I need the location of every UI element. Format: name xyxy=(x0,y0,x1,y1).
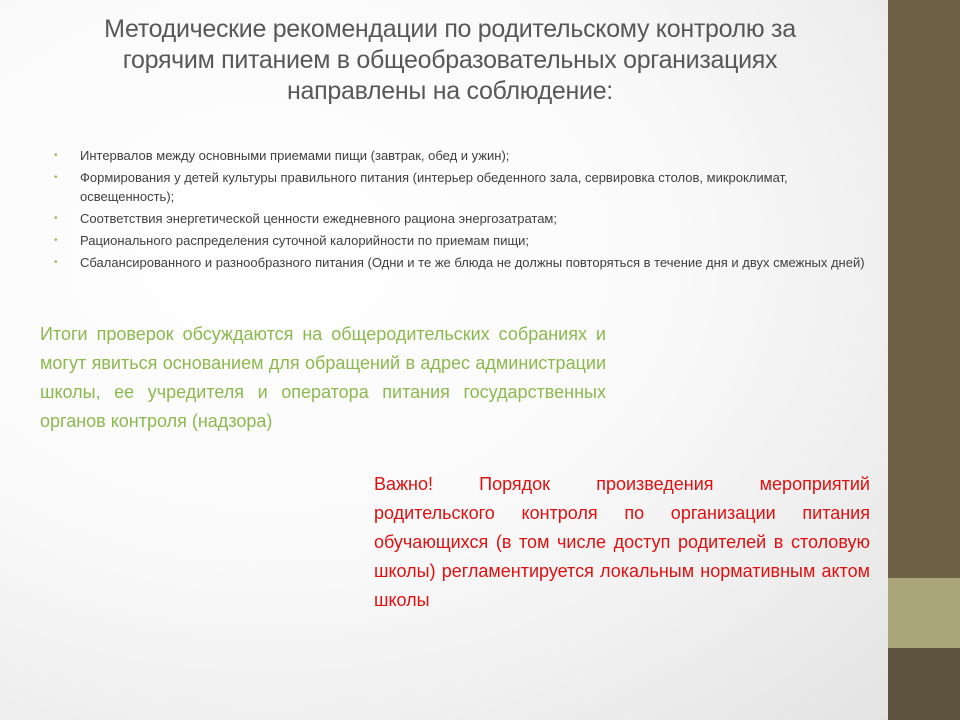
slide-title xyxy=(60,14,840,107)
bullet-item xyxy=(54,168,869,206)
bullet-list xyxy=(54,146,869,275)
rail-accent-band xyxy=(888,578,960,648)
bullet-item xyxy=(54,209,869,228)
bullet-item xyxy=(54,253,869,272)
bullet-text: Интервалов между основными приемами пищи (завтрак, обед и ужин); xyxy=(80,148,510,163)
bullet-marker: • xyxy=(54,213,58,224)
bullet-marker: • xyxy=(54,150,58,161)
side-rail xyxy=(888,0,960,720)
title-line-3: направлены на соблюдение: xyxy=(287,77,613,105)
title-line-2: горячим питанием в общеобразовательных организациях xyxy=(122,46,778,74)
bullet-item xyxy=(54,231,869,250)
bullet-item xyxy=(54,146,869,165)
bullet-text: Формирования у детей культуры правильного питания (интерьер обеденного зала, сервировка столов, микроклимат, освещенность); xyxy=(80,170,788,204)
bullet-marker: • xyxy=(54,257,58,268)
bullet-text: Рационального распределения суточной калорийности по приемам пищи; xyxy=(80,233,530,248)
bullet-marker: • xyxy=(54,172,58,183)
bullet-text: Сбалансированного и разнообразного питания (Одни и те же блюда не должны повторяться в течение дня и двух смежных дней) xyxy=(80,255,865,270)
inspection-results-paragraph: Итоги проверок обсуждаются на общеродительских собраниях и могут явиться основанием для обращений в адрес администрации школы, ее учредителя и оператора питания государственных органов контроля (надзора) xyxy=(40,324,606,431)
bullet-marker: • xyxy=(54,235,58,246)
important-notice-paragraph: Важно! Порядок произведения мероприятий родительского контроля по организации питания обучающихся (в том числе доступ родителей в столовую школы) регламентируется локальным нормативным актом школы xyxy=(374,474,870,610)
title-line-1: Методические рекомендации по родительскому контролю за xyxy=(104,15,796,43)
bullet-text: Соответствия энергетической ценности ежедневного рациона энергозатратам; xyxy=(80,211,557,226)
rail-bottom-band xyxy=(888,648,960,720)
